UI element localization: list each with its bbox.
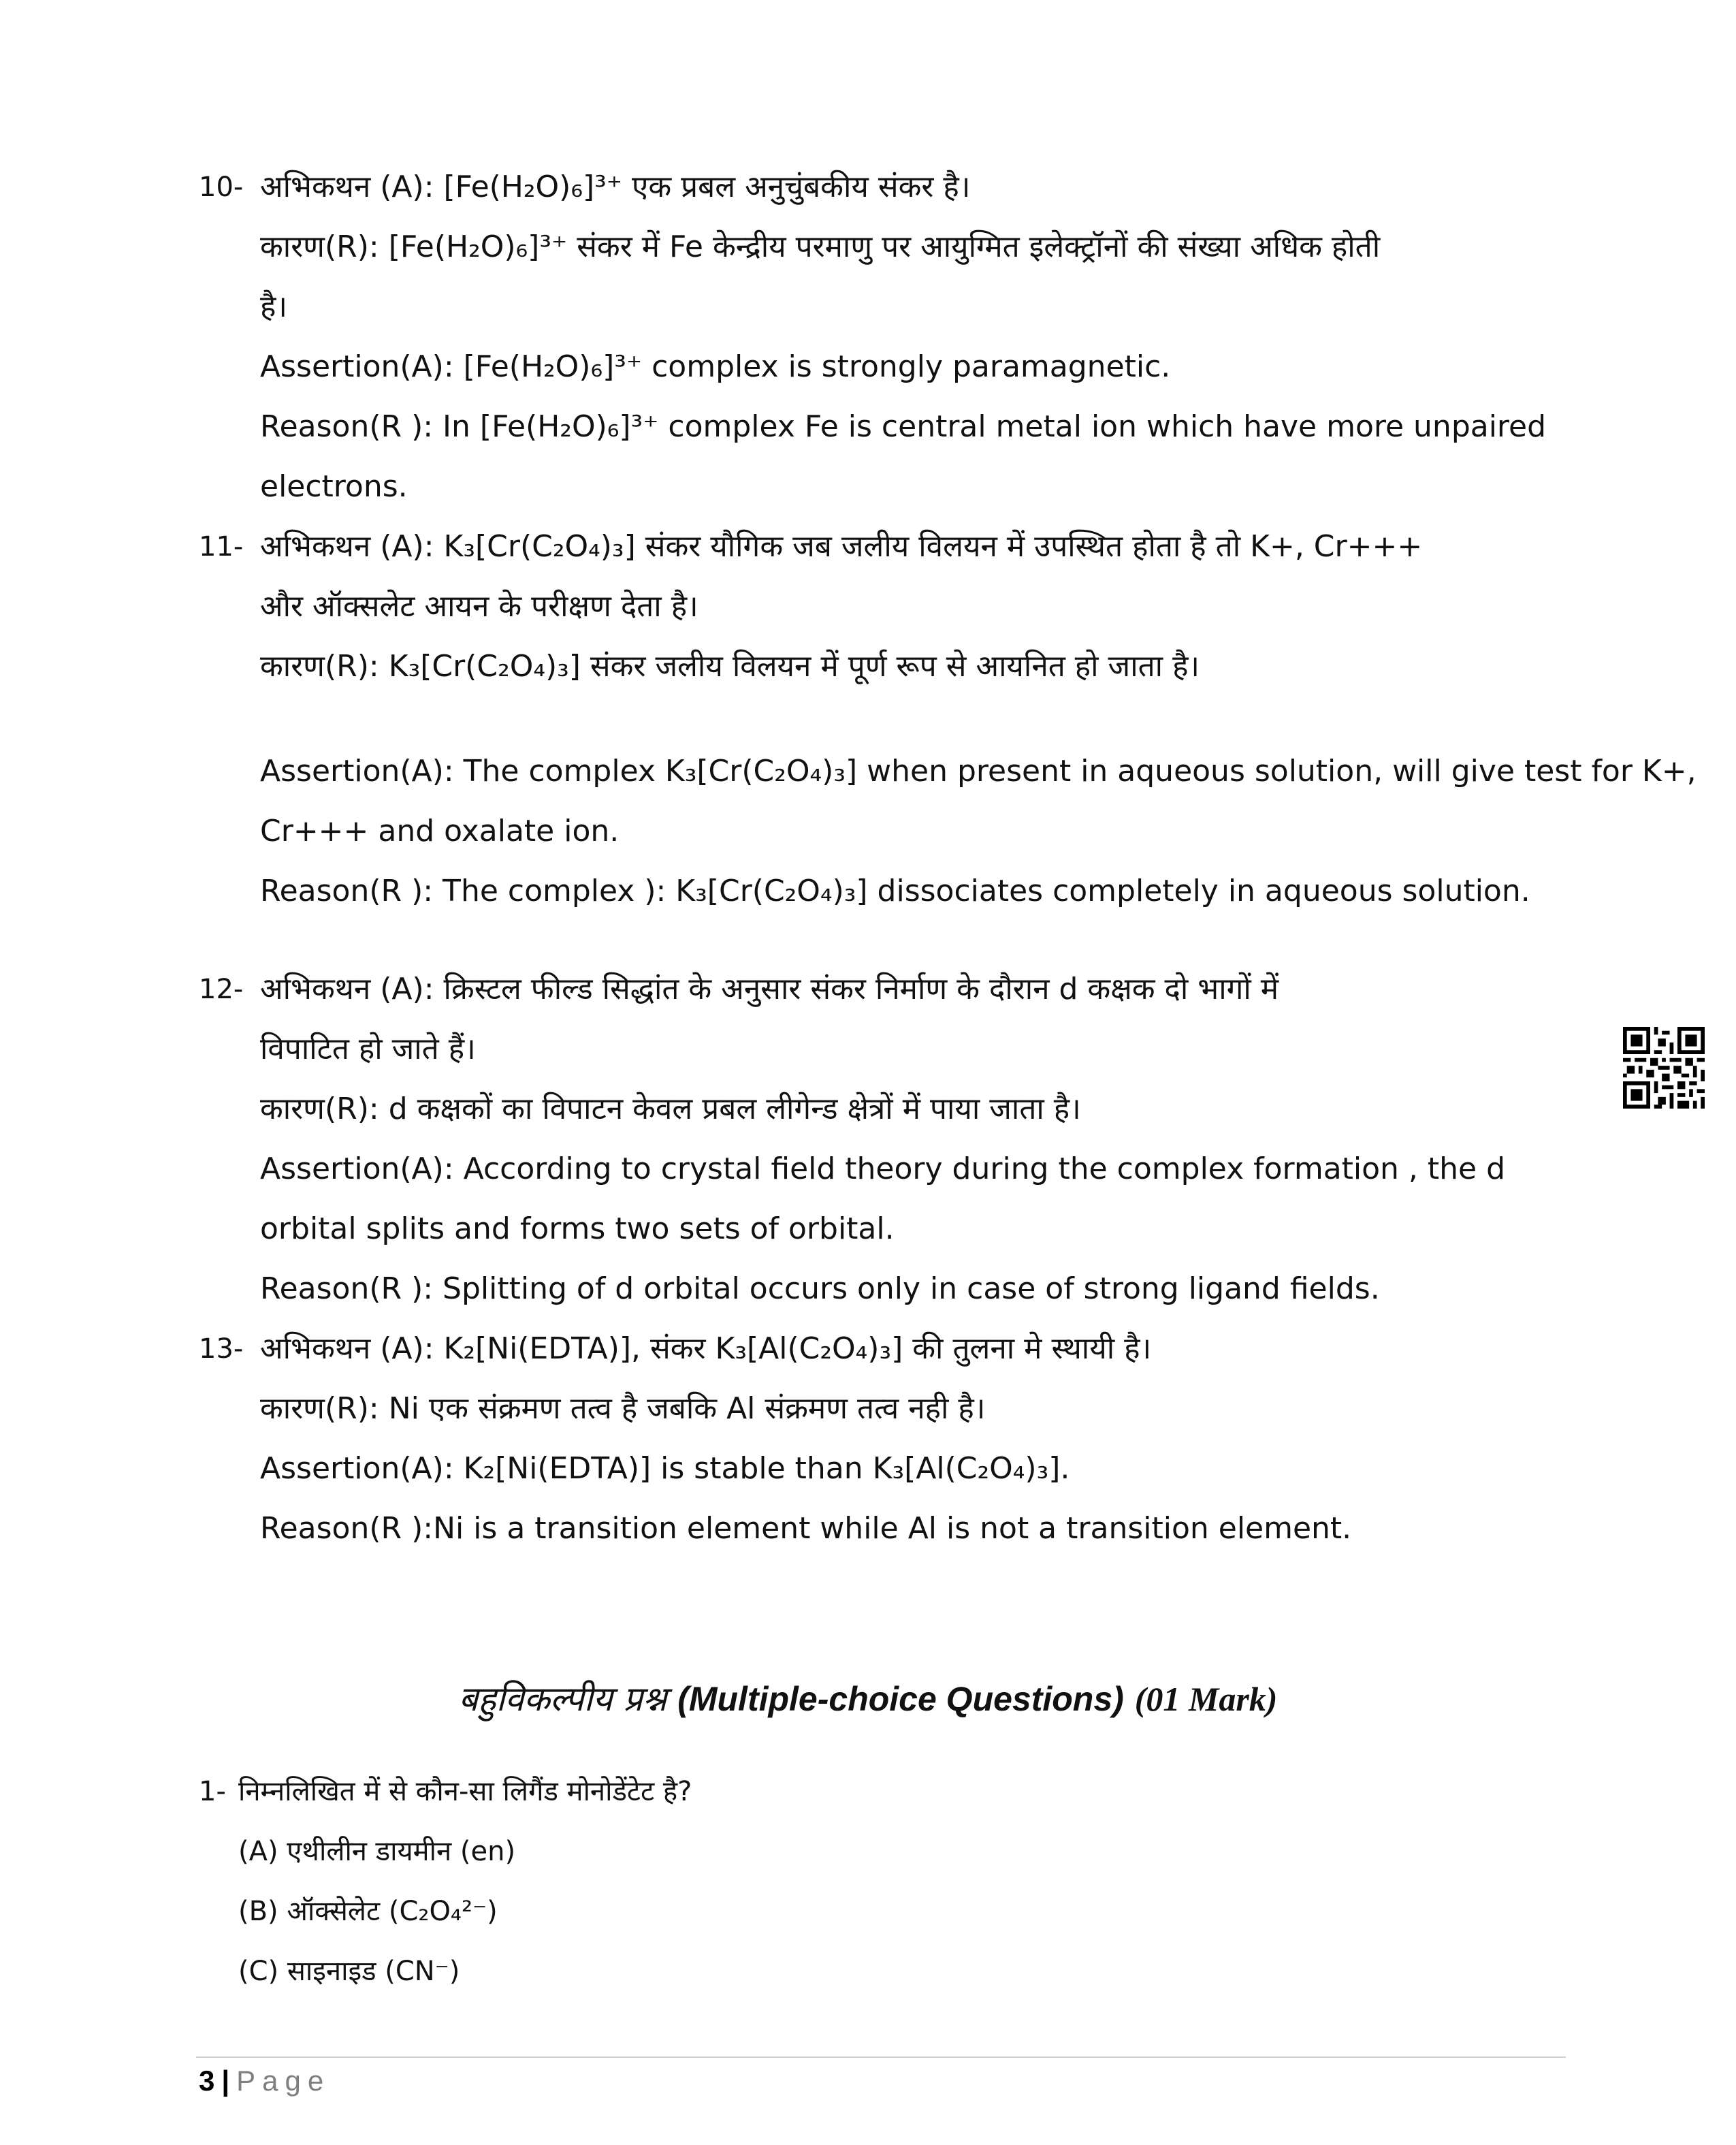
q12-english-assertion-line2: orbital splits and forms two sets of orbital. xyxy=(260,1211,895,1246)
footer-separator: | xyxy=(221,2065,230,2097)
question-10-number: 10- xyxy=(199,172,244,203)
q10-hindi-reason-line2: है। xyxy=(260,289,288,324)
page-footer xyxy=(199,2062,330,2100)
q12-english-assertion-line1: Assertion(A): According to crystal field theory during the complex formation , the d xyxy=(260,1151,1506,1186)
q11-hindi-reason: कारण(R): K₃[Cr(C₂O₄)₃] संकर जलीय विलयन में पूर्ण रूप से आयनित हो जाता है। xyxy=(260,649,1200,684)
q12-hindi-assertion-line2: विपाटित हो जाते हैं। xyxy=(260,1032,476,1066)
section-heading xyxy=(0,1675,1736,1723)
mcq-1-option-b: (B) ऑक्सेलेट (C₂O₄²⁻) xyxy=(238,1896,498,1927)
q11-hindi-assertion-line2: और ऑक्सलेट आयन के परीक्षण देता है। xyxy=(260,589,698,624)
question-13-number: 13- xyxy=(199,1333,244,1365)
q10-english-reason-line2: electrons. xyxy=(260,469,408,504)
q13-english-assertion: Assertion(A): K₂[Ni(EDTA)] is stable than K₃[Al(C₂O₄)₃]. xyxy=(260,1451,1070,1486)
q10-english-assertion: Assertion(A): [Fe(H₂O)₆]³⁺ complex is strongly paramagnetic. xyxy=(260,349,1171,384)
q10-hindi-reason-line1: कारण(R): [Fe(H₂O)₆]³⁺ संकर में Fe केन्द्रीय परमाणु पर आयुग्मित इलेक्ट्रॉनों की संख्या अधिक होती xyxy=(260,229,1381,264)
q12-hindi-reason: कारण(R): d कक्षकों का विपाटन केवल प्रबल लीगेन्ड क्षेत्रों में पाया जाता है। xyxy=(260,1092,1081,1126)
q13-hindi-reason: कारण(R): Ni एक संक्रमण तत्व है जबकि Al संक्रमण तत्व नही है। xyxy=(260,1391,986,1426)
q12-english-reason: Reason(R ): Splitting of d orbital occurs only in case of strong ligand fields. xyxy=(260,1271,1380,1306)
q13-english-reason: Reason(R ):Ni is a transition element while Al is not a transition element. xyxy=(260,1511,1352,1546)
mcq-1-number: 1- xyxy=(199,1776,226,1807)
mcq-1-question: निम्नलिखित में से कौन-सा लिगैंड मोनोडेंटेट है? xyxy=(238,1776,692,1807)
page-number: 3 xyxy=(199,2065,215,2097)
mcq-1-option-a: (A) एथीलीन डायमीन (en) xyxy=(238,1836,516,1867)
section-heading-hindi: बहुविकल्पीय प्रश्न xyxy=(458,1679,667,1719)
section-heading-marks: (01 Mark) xyxy=(1134,1680,1278,1718)
page-label: Page xyxy=(236,2065,331,2097)
q12-hindi-assertion-line1: अभिकथन (A): क्रिस्टल फील्ड सिद्धांत के अनुसार संकर निर्माण के दौरान d कक्षक दो भागों में xyxy=(260,972,1279,1006)
q10-english-reason-line1: Reason(R ): In [Fe(H₂O)₆]³⁺ complex Fe is central metal ion which have more unpaired xyxy=(260,409,1547,444)
q11-english-assertion-line1: Assertion(A): The complex K₃[Cr(C₂O₄)₃] when present in aqueous solution, will give test for K+, xyxy=(260,754,1697,789)
footer-divider xyxy=(196,2056,1566,2058)
q10-hindi-assertion: अभिकथन (A): [Fe(H₂O)₆]³⁺ एक प्रबल अनुचुंबकीय संकर है। xyxy=(260,170,971,204)
qr-code-icon xyxy=(1623,1027,1705,1109)
q13-hindi-assertion: अभिकथन (A): K₂[Ni(EDTA)], संकर K₃[Al(C₂O₄)₃] की तुलना मे स्थायी है। xyxy=(260,1331,1152,1366)
q11-hindi-assertion-line1: अभिकथन (A): K₃[Cr(C₂O₄)₃] संकर यौगिक जब जलीय विलयन में उपस्थित होता है तो K+, Cr+++ xyxy=(260,529,1423,564)
question-12-number: 12- xyxy=(199,974,244,1005)
section-heading-english: (Multiple-choice Questions) xyxy=(677,1680,1124,1718)
question-11-number: 11- xyxy=(199,531,244,562)
q11-english-reason: Reason(R ): The complex ): K₃[Cr(C₂O₄)₃] dissociates completely in aqueous solution. xyxy=(260,874,1530,908)
q11-english-assertion-line2: Cr+++ and oxalate ion. xyxy=(260,814,620,848)
mcq-1-option-c: (C) साइनाइड (CN⁻) xyxy=(238,1956,460,1987)
